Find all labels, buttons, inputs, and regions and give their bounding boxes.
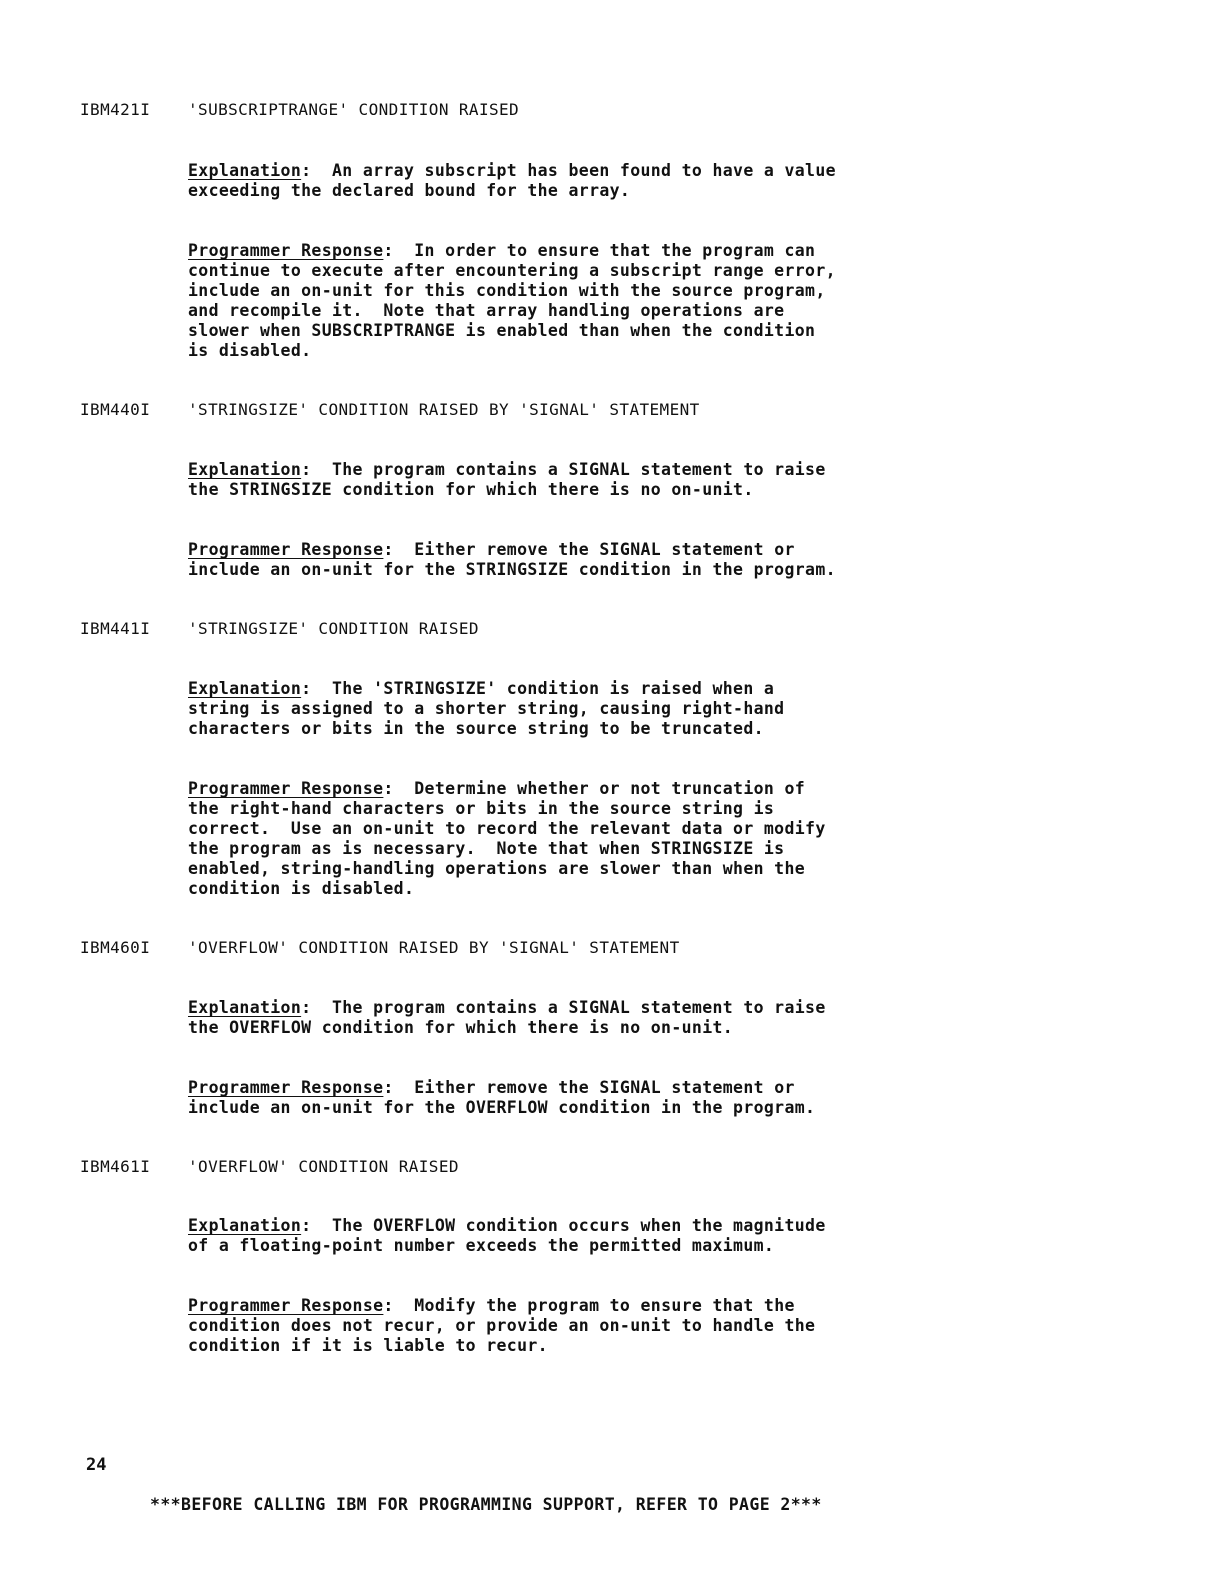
message-heading bbox=[0, 938, 680, 960]
programmer-response-text: : Either remove the SIGNAL statement or include an on-unit for the STRINGSIZE condition in the program. bbox=[188, 540, 836, 579]
programmer-response-text: : Determine whether or not truncation of the right-hand characters or bits in the source string is correct. Use an on-unit to record the relevant data or modify the program as is necessary. Note that when STRINGSIZE is enabled, string-handling operations are slower than when the condition is disabled. bbox=[188, 779, 826, 898]
support-footer: ***BEFORE CALLING IBM FOR PROGRAMMING SUPPORT, REFER TO PAGE 2*** bbox=[150, 1495, 822, 1514]
explanation-text: : The 'STRINGSIZE' condition is raised when a string is assigned to a shorter string, causing right-hand characters or bits in the source string to be truncated. bbox=[188, 679, 785, 738]
programmer-response-paragraph bbox=[188, 1296, 968, 1356]
programmer-response-text: : In order to ensure that the program can continue to execute after encountering a subscript range error, include an on-unit for this condition with the source program, and recompile it. Note that array handling operations are slower when SUBSCRIPTRANGE is enabled than when the condition is disabled. bbox=[188, 241, 836, 360]
message-id: IBM440I bbox=[80, 400, 151, 419]
message-id: IBM461I bbox=[80, 1157, 151, 1176]
explanation-paragraph bbox=[188, 679, 968, 739]
explanation-label: Explanation bbox=[188, 1216, 302, 1235]
explanation-label: Explanation bbox=[188, 161, 302, 180]
message-title: 'OVERFLOW' CONDITION RAISED BY 'SIGNAL' STATEMENT bbox=[188, 938, 680, 957]
programmer-response-paragraph bbox=[188, 241, 968, 361]
message-heading bbox=[0, 619, 479, 641]
message-title: 'SUBSCRIPTRANGE' CONDITION RAISED bbox=[188, 100, 520, 119]
message-heading bbox=[0, 400, 700, 422]
message-id: IBM421I bbox=[80, 100, 151, 119]
message-title: 'STRINGSIZE' CONDITION RAISED bbox=[188, 619, 479, 638]
explanation-text: : The OVERFLOW condition occurs when the magnitude of a floating-point number exceeds the permitted maximum. bbox=[188, 1216, 826, 1255]
explanation-paragraph bbox=[188, 161, 968, 201]
programmer-response-paragraph bbox=[188, 1078, 968, 1118]
programmer-response-text: : Either remove the SIGNAL statement or include an on-unit for the OVERFLOW condition in the program. bbox=[188, 1078, 816, 1117]
message-heading bbox=[0, 100, 520, 122]
explanation-paragraph bbox=[188, 998, 968, 1038]
explanation-paragraph bbox=[188, 1216, 968, 1256]
programmer-response-paragraph bbox=[188, 779, 968, 899]
message-title: 'STRINGSIZE' CONDITION RAISED BY 'SIGNAL' STATEMENT bbox=[188, 400, 700, 419]
explanation-paragraph bbox=[188, 460, 968, 500]
programmer-response-label: Programmer Response bbox=[188, 540, 384, 559]
explanation-text: : An array subscript has been found to have a value exceeding the declared bound for the array. bbox=[188, 161, 836, 200]
programmer-response-label: Programmer Response bbox=[188, 779, 384, 798]
programmer-response-paragraph bbox=[188, 540, 968, 580]
programmer-response-label: Programmer Response bbox=[188, 241, 384, 260]
explanation-label: Explanation bbox=[188, 460, 302, 479]
explanation-label: Explanation bbox=[188, 998, 302, 1017]
message-heading bbox=[0, 1157, 459, 1179]
explanation-label: Explanation bbox=[188, 679, 302, 698]
message-id: IBM441I bbox=[80, 619, 151, 638]
explanation-text: : The program contains a SIGNAL statement to raise the STRINGSIZE condition for which there is no on-unit. bbox=[188, 460, 826, 499]
message-title: 'OVERFLOW' CONDITION RAISED bbox=[188, 1157, 459, 1176]
page-number: 24 bbox=[86, 1455, 107, 1475]
programmer-response-label: Programmer Response bbox=[188, 1296, 384, 1315]
message-id: IBM460I bbox=[80, 938, 151, 957]
programmer-response-label: Programmer Response bbox=[188, 1078, 384, 1097]
programmer-response-text: : Modify the program to ensure that the condition does not recur, or provide an on-unit to handle the condition if it is liable to recur. bbox=[188, 1296, 816, 1355]
explanation-text: : The program contains a SIGNAL statement to raise the OVERFLOW condition for which there is no on-unit. bbox=[188, 998, 826, 1037]
